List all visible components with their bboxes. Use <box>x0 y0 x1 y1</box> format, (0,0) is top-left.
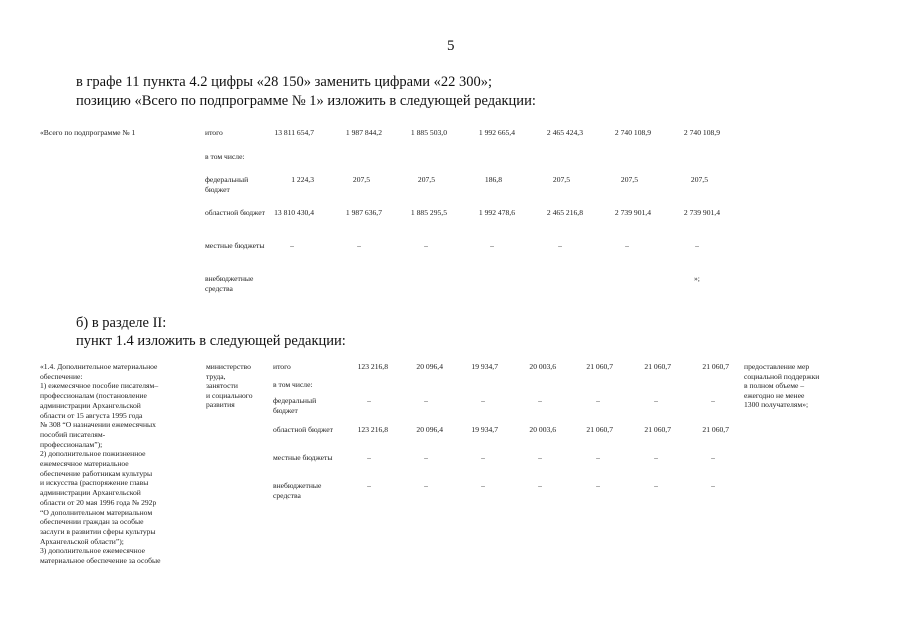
result-line: в полном объеме – <box>744 381 805 391</box>
description-line: Архангельской области”); <box>40 536 124 546</box>
table-cell: 1 885 503,0 <box>410 128 447 137</box>
table-cell: 207,5 <box>620 175 638 184</box>
table-cell: – <box>711 481 715 490</box>
result-line: ежегодно не менее <box>744 390 805 400</box>
table1-row-title: «Всего по подпрограмме № 1 <box>40 128 136 137</box>
description-line: материальное обеспечение за особые <box>40 556 161 566</box>
intro-line-1: в графе 11 пункта 4.2 цифры «28 150» заменить цифрами «22 300»; <box>76 74 493 90</box>
description-line: и искусства (распоряжение главы <box>40 478 149 488</box>
intro-line-2: позицию «Всего по подпрограмме № 1» изложить в следующей редакции: <box>76 93 536 109</box>
table-cell: 207,5 <box>352 175 370 184</box>
section-b-line-2: пункт 1.4 изложить в следующей редакции: <box>76 333 346 349</box>
table-cell: – <box>481 453 485 462</box>
table-cell: 207,5 <box>690 175 708 184</box>
table1-row-label: внебюджетные средства <box>205 274 254 293</box>
executor-line: развития <box>206 400 235 410</box>
description-line: администрации Архангельской <box>40 400 141 410</box>
table-cell: – <box>290 241 294 250</box>
description-line: № 308 “О назначении ежемесячных <box>40 420 156 430</box>
table2-row-label: областной бюджет <box>273 425 333 434</box>
table-cell: 2 740 108,9 <box>683 128 720 137</box>
table-cell: 2 739 901,4 <box>683 208 720 217</box>
table-cell: – <box>424 453 428 462</box>
table-cell: 1 992 665,4 <box>478 128 515 137</box>
table-cell: – <box>424 396 428 405</box>
table-cell: – <box>558 241 562 250</box>
executor-line: и социального <box>206 390 253 400</box>
table-cell: – <box>695 241 699 250</box>
table-cell: 13 811 654,7 <box>274 128 314 137</box>
table-cell: – <box>367 453 371 462</box>
table1-row-label: местные бюджеты <box>205 241 265 250</box>
table-cell: 123 216,8 <box>357 362 388 371</box>
table-cell: – <box>654 396 658 405</box>
table-cell: – <box>654 453 658 462</box>
description-line: области от 15 августа 1995 года <box>40 410 143 420</box>
table-cell: – <box>481 481 485 490</box>
result-line: предоставление мер <box>744 362 810 371</box>
executor-line: труда, <box>206 371 226 381</box>
description-line: «1.4. Дополнительное материальное <box>40 362 158 371</box>
table-cell: 2 739 901,4 <box>614 208 651 217</box>
table-cell: – <box>625 241 629 250</box>
table-cell: – <box>424 481 428 490</box>
executor <box>206 362 253 410</box>
table2-row-label: в том числе: <box>273 380 313 389</box>
table-cell: 1 885 295,5 <box>410 208 447 217</box>
table-cell: – <box>596 396 600 405</box>
table-cell: 13 810 430,4 <box>274 208 314 217</box>
result-line: социальной поддержки <box>744 371 820 381</box>
expected-result <box>744 362 819 410</box>
description-line: обеспечение: <box>40 371 83 381</box>
table-cell: 21 060,7 <box>702 362 729 371</box>
description-line: области от 20 мая 1996 года № 292р <box>40 497 157 507</box>
description-line: профессионалам (постановление <box>40 391 147 401</box>
table2-row-label: местные бюджеты <box>273 453 333 462</box>
table-cell: – <box>711 453 715 462</box>
table2-row-label: внебюджетные средства <box>273 481 322 500</box>
table-cell: – <box>481 396 485 405</box>
table1-row-label: итого <box>205 128 223 137</box>
table-cell: 186,8 <box>484 175 502 184</box>
table-cell: 207,5 <box>417 175 435 184</box>
table-cell: 1 992 478,6 <box>478 208 515 217</box>
table-cell: 2 740 108,9 <box>614 128 651 137</box>
table1-row-label: федеральный бюджет <box>205 175 249 194</box>
table-cell: 2 465 424,3 <box>546 128 583 137</box>
table-cell: 21 060,7 <box>702 425 729 434</box>
table-cell: 21 060,7 <box>644 425 671 434</box>
table-cell: – <box>596 481 600 490</box>
table-cell: – <box>711 396 715 405</box>
description-line: 3) дополнительное ежемесячное <box>40 546 145 556</box>
table1-row-label: в том числе: <box>205 152 245 161</box>
table-cell: 19 934,7 <box>471 425 498 434</box>
table1-row-label: областной бюджет <box>205 208 265 217</box>
description-line: 2) дополнительное пожизненное <box>40 449 146 459</box>
table2-row-label: итого <box>273 362 291 371</box>
description-line: ежемесячное материальное <box>40 459 129 469</box>
table-cell: – <box>538 453 542 462</box>
item-description <box>40 362 160 566</box>
description-line: администрации Архангельской <box>40 488 141 498</box>
table-cell: – <box>654 481 658 490</box>
table-cell: 21 060,7 <box>586 362 613 371</box>
table-cell: – <box>367 396 371 405</box>
table-cell: 2 465 216,8 <box>546 208 583 217</box>
result-line: 1300 получателям»; <box>744 400 809 410</box>
table-cell: – <box>367 481 371 490</box>
description-line: обеспечение работникам культуры <box>40 468 153 478</box>
table-cell: – <box>538 481 542 490</box>
table-cell: – <box>424 241 428 250</box>
section-b-line-1: б) в разделе II: <box>76 315 167 331</box>
table-cell: – <box>357 241 361 250</box>
table-cell: 21 060,7 <box>644 362 671 371</box>
table-cell: 1 987 844,2 <box>345 128 382 137</box>
description-line: профессионалам”); <box>40 439 103 449</box>
description-line: пособий писателям- <box>40 429 106 439</box>
table-cell: 20 003,6 <box>529 425 556 434</box>
description-line: “О дополнительном материальном <box>40 507 153 517</box>
table-cell: 1 987 636,7 <box>345 208 382 217</box>
table-cell: 20 096,4 <box>416 425 443 434</box>
description-line: обеспечении граждан за особые <box>40 517 144 527</box>
table-cell: 1 224,3 <box>291 175 314 184</box>
table-cell: – <box>596 453 600 462</box>
table-cell: 123 216,8 <box>357 425 388 434</box>
table-cell: – <box>490 241 494 250</box>
description-line: заслуги в развитии сферы культуры <box>40 526 156 536</box>
table-cell: 19 934,7 <box>471 362 498 371</box>
description-line: 1) ежемесячное пособие писателям– <box>40 381 159 391</box>
page-number: 5 <box>447 38 455 54</box>
table-cell: »; <box>694 274 700 283</box>
table2-row-label: федеральный бюджет <box>273 396 317 415</box>
table-cell: 20 003,6 <box>529 362 556 371</box>
table-cell: – <box>538 396 542 405</box>
table-cell: 20 096,4 <box>416 362 443 371</box>
executor-line: занятости <box>206 381 238 391</box>
executor-line: министерство <box>206 362 251 371</box>
table-cell: 207,5 <box>552 175 570 184</box>
table-cell: 21 060,7 <box>586 425 613 434</box>
